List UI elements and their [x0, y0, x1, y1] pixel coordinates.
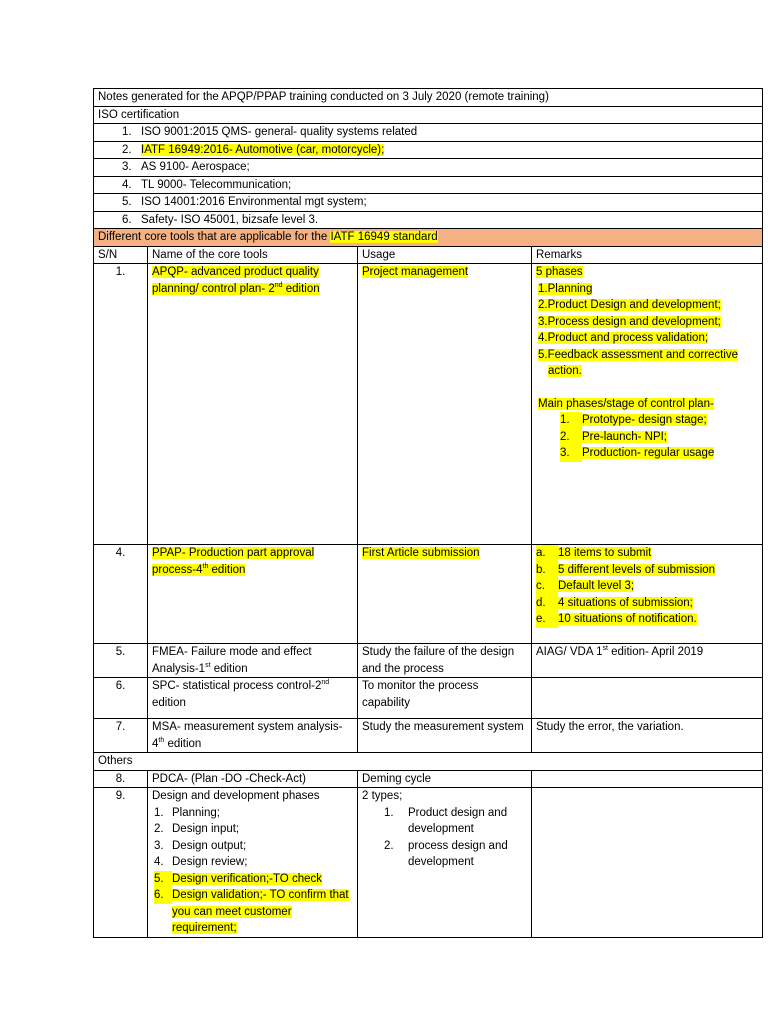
type-number: 1.: [384, 806, 394, 819]
list-item: [152, 821, 353, 838]
list-item: [536, 578, 758, 595]
table-row: [94, 644, 763, 678]
tool-name-sup: th: [202, 562, 209, 570]
table-row: [94, 719, 763, 753]
iso-item-text: ISO 14001:2016 Environmental mgt system;: [141, 196, 367, 208]
col-usage: Usage: [358, 246, 532, 264]
tool-usage: Study the measurement system: [358, 719, 532, 753]
item-text: Default level 3;: [558, 580, 635, 592]
tool-usage: [358, 545, 532, 644]
control-plan-list: [536, 412, 758, 462]
type-text: Product design and development: [408, 806, 508, 835]
tool-name-sup: nd: [321, 679, 330, 687]
iso-item-number: 2.: [122, 143, 132, 156]
step-number: 4.: [154, 856, 164, 868]
iso-item-row: [94, 124, 763, 142]
tool-name-sup: st: [205, 661, 211, 669]
tool-usage: Study the failure of the design and the process: [358, 644, 532, 678]
row-sn: 7.: [94, 719, 148, 753]
phase-item: 4.Product and process validation;: [538, 332, 709, 344]
step-text: Design input;: [172, 823, 240, 835]
tool-usage: Deming cycle: [358, 770, 532, 788]
step-number: 1.: [154, 806, 164, 819]
tool-remarks: [532, 644, 763, 678]
step-number: 6.: [154, 887, 172, 904]
control-plan-title: Main phases/stage of control plan-: [538, 397, 714, 410]
item-text: 10 situations of notification.: [558, 613, 697, 625]
list-item: [152, 854, 353, 871]
tool-usage: To monitor the process capability: [358, 678, 532, 719]
tool-name: [148, 678, 358, 719]
iso-item-row: [94, 211, 763, 229]
list-item: [536, 562, 758, 579]
tool-name: [148, 719, 358, 753]
list-item: [558, 429, 758, 446]
phases-title: 5 phases: [536, 266, 583, 278]
ppap-list: [536, 545, 758, 628]
tool-name-text: APQP- advanced product quality planning/ control plan- 2: [152, 266, 319, 295]
iso-item-row: [94, 194, 763, 212]
iso-item-number: 6.: [122, 213, 132, 226]
item-letter: c.: [536, 578, 558, 595]
phase-item: 5.Feedback assessment and corrective action.: [538, 348, 739, 377]
iso-item-text: TL 9000- Telecommunication;: [141, 178, 292, 191]
notes-title: Notes generated for the APQP/PPAP training conducted on 3 July 2020 (remote training): [94, 89, 763, 107]
phase-item: 1.Planning: [538, 282, 593, 295]
tool-name: [148, 644, 358, 678]
step-text: Design output;: [172, 839, 247, 852]
iso-item-text: AS 9100- Aerospace;: [141, 161, 250, 173]
tool-usage-text: Project management: [362, 266, 469, 278]
list-item: [536, 595, 758, 612]
tool-name: [148, 788, 358, 938]
tool-name-text: SPC- statistical process control-2: [152, 680, 322, 692]
column-header-row: [94, 246, 763, 264]
iso-item-row: [94, 176, 763, 194]
iso-item-number: 3.: [122, 161, 132, 173]
item-text: 4 situations of submission;: [558, 596, 693, 609]
tool-name-text: PPAP- Production part approval process-4: [152, 547, 315, 576]
iso-item-row: [94, 159, 763, 177]
training-notes-table: [93, 88, 763, 938]
type-number: 2.: [384, 839, 394, 852]
item-number: 3.: [560, 445, 582, 462]
design-title: Design and development phases: [152, 790, 320, 802]
remark-end: edition- April 2019: [607, 646, 704, 658]
iso-item-text: ISO 9001:2015 QMS- general- quality systems related: [141, 126, 418, 138]
col-name: Name of the core tools: [148, 246, 358, 264]
table-row: [94, 264, 763, 545]
others-header-row: [94, 753, 763, 771]
list-item: [536, 611, 758, 628]
row-sn: 9.: [94, 788, 148, 938]
iso-item-text: Safety- ISO 45001, bizsafe level 3.: [141, 213, 319, 226]
tool-name-end: edition: [164, 737, 202, 750]
type-text: process design and development: [408, 839, 508, 868]
step-text: Design verification;-TO check: [172, 872, 322, 885]
item-text: 18 items to submit: [558, 547, 652, 559]
table-row: [94, 788, 763, 938]
tool-name: [148, 264, 358, 545]
remark-text: AIAG/ VDA 1: [536, 646, 603, 658]
table-row: [94, 678, 763, 719]
tool-remarks: [532, 264, 763, 545]
tool-name-text: MSA- measurement system analysis- 4: [152, 721, 343, 750]
item-number: 2.: [560, 429, 582, 446]
list-item: [558, 445, 758, 462]
tool-name-end: edition: [208, 563, 246, 576]
col-remarks: Remarks: [532, 246, 763, 264]
row-sn: 1.: [94, 264, 148, 545]
title-row: [94, 89, 763, 107]
tool-remarks: [532, 545, 763, 644]
step-text: Design validation;- TO confirm that you can meet customer requirement;: [172, 889, 349, 934]
design-steps: [152, 805, 353, 937]
item-letter: e.: [536, 611, 558, 628]
phase-item: 3.Process design and development;: [538, 315, 721, 328]
tool-name-end: edition: [152, 696, 186, 709]
item-letter: a.: [536, 545, 558, 562]
step-number: 5.: [154, 871, 172, 888]
tool-usage-text: First Article submission: [362, 547, 480, 559]
item-letter: b.: [536, 562, 558, 579]
list-item: [152, 887, 353, 937]
row-sn: 8.: [94, 770, 148, 788]
tool-usage: [358, 264, 532, 545]
row-sn: 4.: [94, 545, 148, 644]
tool-name-text: FMEA- Failure mode and effect Analysis-1: [152, 646, 312, 675]
list-item: [558, 412, 758, 429]
types-list: [362, 805, 527, 871]
tool-usage: [358, 788, 532, 938]
item-letter: d.: [536, 595, 558, 612]
item-text: Pre-launch- NPI;: [582, 430, 668, 443]
item-text: Production- regular usage: [582, 447, 715, 459]
item-text: 5 different levels of submission: [558, 563, 716, 576]
iso-item-number: 5.: [122, 196, 132, 208]
tool-name-end: edition: [282, 282, 320, 295]
tool-remarks: Study the error, the variation.: [532, 719, 763, 753]
item-text: Prototype- design stage;: [582, 414, 707, 426]
core-tools-header: [94, 229, 763, 247]
step-number: 3.: [154, 839, 164, 852]
tool-name: PDCA- (Plan -DO -Check-Act): [148, 770, 358, 788]
row-sn: 6.: [94, 678, 148, 719]
list-item: [152, 805, 353, 822]
core-header-text: Different core tools that are applicable for the: [98, 231, 331, 243]
core-tools-header-row: [94, 229, 763, 247]
table-row: [94, 545, 763, 644]
iso-item-number: 1.: [122, 126, 132, 138]
iso-header-row: [94, 106, 763, 124]
tool-remarks: [532, 678, 763, 719]
list-item: [152, 871, 353, 888]
col-sn: S/N: [94, 246, 148, 264]
tool-name-sup: th: [158, 736, 165, 744]
list-item: [362, 805, 527, 838]
phase-item: 2.Product Design and development;: [538, 299, 721, 311]
list-item: [536, 545, 758, 562]
others-header: Others: [94, 753, 763, 771]
row-sn: 5.: [94, 644, 148, 678]
iso-item-text: IATF 16949:2016- Automotive (car, motorcycle);: [141, 143, 385, 156]
core-header-standard: IATF 16949 standard: [330, 231, 438, 243]
item-number: 1.: [560, 412, 582, 429]
tool-remarks: [532, 770, 763, 788]
remark-sup: st: [602, 645, 608, 653]
iso-item-row: [94, 141, 763, 159]
list-item: [362, 838, 527, 871]
tool-name: [148, 545, 358, 644]
table-row: [94, 770, 763, 788]
iso-item-number: 4.: [122, 178, 132, 191]
step-number: 2.: [154, 823, 164, 835]
tool-name-end: edition: [210, 662, 248, 675]
step-text: Planning;: [172, 806, 220, 819]
tool-remarks: [532, 788, 763, 938]
step-text: Design review;: [172, 856, 248, 868]
types-title: 2 types;: [362, 790, 403, 802]
list-item: [152, 838, 353, 855]
tool-name-sup: nd: [274, 281, 283, 289]
iso-header: ISO certification: [94, 106, 763, 124]
